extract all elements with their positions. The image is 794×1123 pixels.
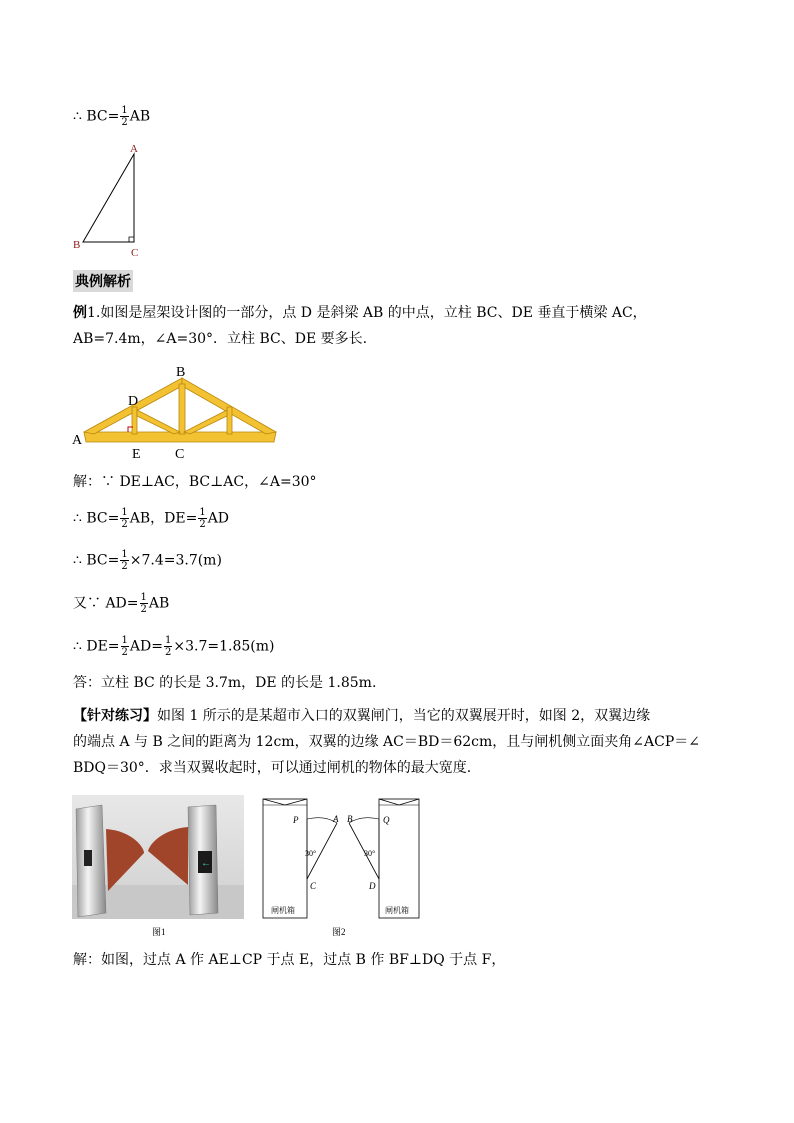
right-triangle-figure [70, 140, 150, 260]
label-b: B [347, 814, 353, 824]
s3-part-b: ×7.4=3.7(m) [129, 552, 222, 569]
center-post-bc [179, 384, 185, 434]
solution-line-4 [73, 592, 169, 615]
right-box-top [379, 799, 419, 805]
triangle-label-c: C [131, 247, 139, 259]
fraction-numerator: 1 [121, 105, 128, 116]
fraction-half [121, 635, 129, 658]
roof-label-c: C [175, 447, 185, 462]
right-angle-mark [129, 237, 134, 242]
example-1-line-2: AB=7.4m，∠A=30°．立柱 BC、DE 要多长. [73, 331, 368, 347]
practice-problem [73, 703, 733, 781]
solution-line-5 [73, 635, 274, 658]
left-box-top [263, 799, 307, 805]
right-post [227, 407, 232, 434]
figure-1-turnstile-photo [72, 795, 244, 940]
example-1-text-1: 1.如图是屋架设计图的一部分，点 D 是斜梁 AB 的中点，立柱 BC、DE 垂直于横梁 AC， [87, 305, 647, 321]
roof-label-e: E [132, 447, 141, 462]
fraction-denominator: 2 [121, 561, 128, 572]
figure-2-diagram [255, 795, 425, 940]
left-gate-box [263, 799, 307, 918]
fraction-half [120, 105, 128, 128]
left-box-label: 闸机箱 [271, 906, 295, 915]
triangle-label-a: A [130, 143, 138, 155]
fraction-half [164, 635, 172, 658]
s4-part-a: 又∵ AD= [73, 595, 139, 612]
fraction-denominator: 2 [140, 604, 147, 615]
fraction-numerator: 1 [140, 592, 147, 603]
roof-label-d: D [128, 394, 139, 409]
label-q: Q [383, 815, 390, 825]
label-a: A [333, 814, 339, 824]
practice-line-1 [73, 703, 733, 729]
s5-part-c: ×3.7=1.85(m) [173, 638, 275, 655]
triangle-label-b: B [73, 239, 81, 251]
example-1-line-1 [73, 300, 733, 326]
right-brace [184, 410, 227, 434]
fraction-numerator: 1 [121, 635, 128, 646]
label-d: D [369, 881, 376, 891]
example-label: 例 [73, 305, 87, 321]
figure-1-caption: 图1 [152, 927, 166, 937]
practice-label: 【针对练习】 [73, 708, 157, 724]
fraction-half [140, 592, 148, 615]
arrow-icon: ← [201, 858, 211, 869]
fraction-denominator: 2 [121, 117, 128, 128]
post-de [132, 407, 137, 434]
fraction-half [120, 507, 128, 530]
section-heading: 典例解析 [73, 270, 133, 292]
example-1 [73, 300, 733, 352]
angle-right-label: 30° [364, 849, 376, 858]
s2-part-a: ∴ BC= [73, 510, 120, 527]
fraction-numerator: 1 [199, 507, 206, 518]
fraction-numerator: 1 [121, 549, 128, 560]
fraction-numerator: 1 [165, 635, 172, 646]
fraction-denominator: 2 [121, 519, 128, 530]
roof-label-b: B [176, 365, 186, 380]
solution-line-2 [73, 507, 229, 530]
fraction-half [120, 549, 128, 572]
solution-line-3 [73, 549, 222, 572]
fraction-denominator: 2 [121, 647, 128, 658]
fraction-denominator: 2 [199, 519, 206, 530]
practice-line-3: BDQ＝30°．求当双翼收起时，可以通过闸机的物体的最大宽度. [73, 760, 472, 776]
left-brace [137, 410, 180, 434]
s4-part-b: AB [148, 595, 170, 612]
answer-line: 答：立柱 BC 的长是 3.7m，DE 的长是 1.85m. [73, 675, 377, 691]
left-cabinet-screen [84, 850, 92, 866]
roof-truss-figure [70, 362, 285, 462]
ab-text: AB [129, 108, 151, 125]
fraction-numerator: 1 [121, 507, 128, 518]
solution-line-1: 解：∵ DE⊥AC，BC⊥AC，∠A=30° [73, 474, 317, 490]
s5-part-a: ∴ DE= [73, 638, 120, 655]
practice-line-2: 的端点 A 与 B 之间的距离为 12cm，双翼的边缘 AC＝BD＝62cm，且与闸机侧立面夹角∠ACP＝∠ [73, 734, 700, 750]
right-box-label: 闸机箱 [385, 906, 409, 915]
s5-part-b: AD= [129, 638, 163, 655]
fraction-half [198, 507, 206, 530]
s3-part-a: ∴ BC= [73, 552, 120, 569]
roof-label-a: A [72, 433, 83, 448]
bc-eq: BC= [86, 108, 120, 125]
arc-right [349, 818, 379, 823]
practice-text-1: 如图 1 所示的是某超市入口的双翼闸门，当它的双翼展开时，如图 2，双翼边缘 [157, 708, 651, 724]
triangle-shape [83, 154, 134, 242]
figure-2-caption: 图2 [332, 927, 346, 937]
fraction-denominator: 2 [165, 647, 172, 658]
top-conclusion [73, 105, 150, 128]
s2-part-b: AB，DE= [129, 510, 198, 527]
label-c: C [310, 881, 317, 891]
final-solution-line: 解：如图，过点 A 作 AE⊥CP 于点 E，过点 B 作 BF⊥DQ 于点 F， [73, 952, 506, 968]
label-p: P [293, 815, 299, 825]
s2-part-c: AD [207, 510, 230, 527]
therefore-symbol: ∴ [73, 108, 82, 125]
angle-left-label: 30° [305, 849, 317, 858]
